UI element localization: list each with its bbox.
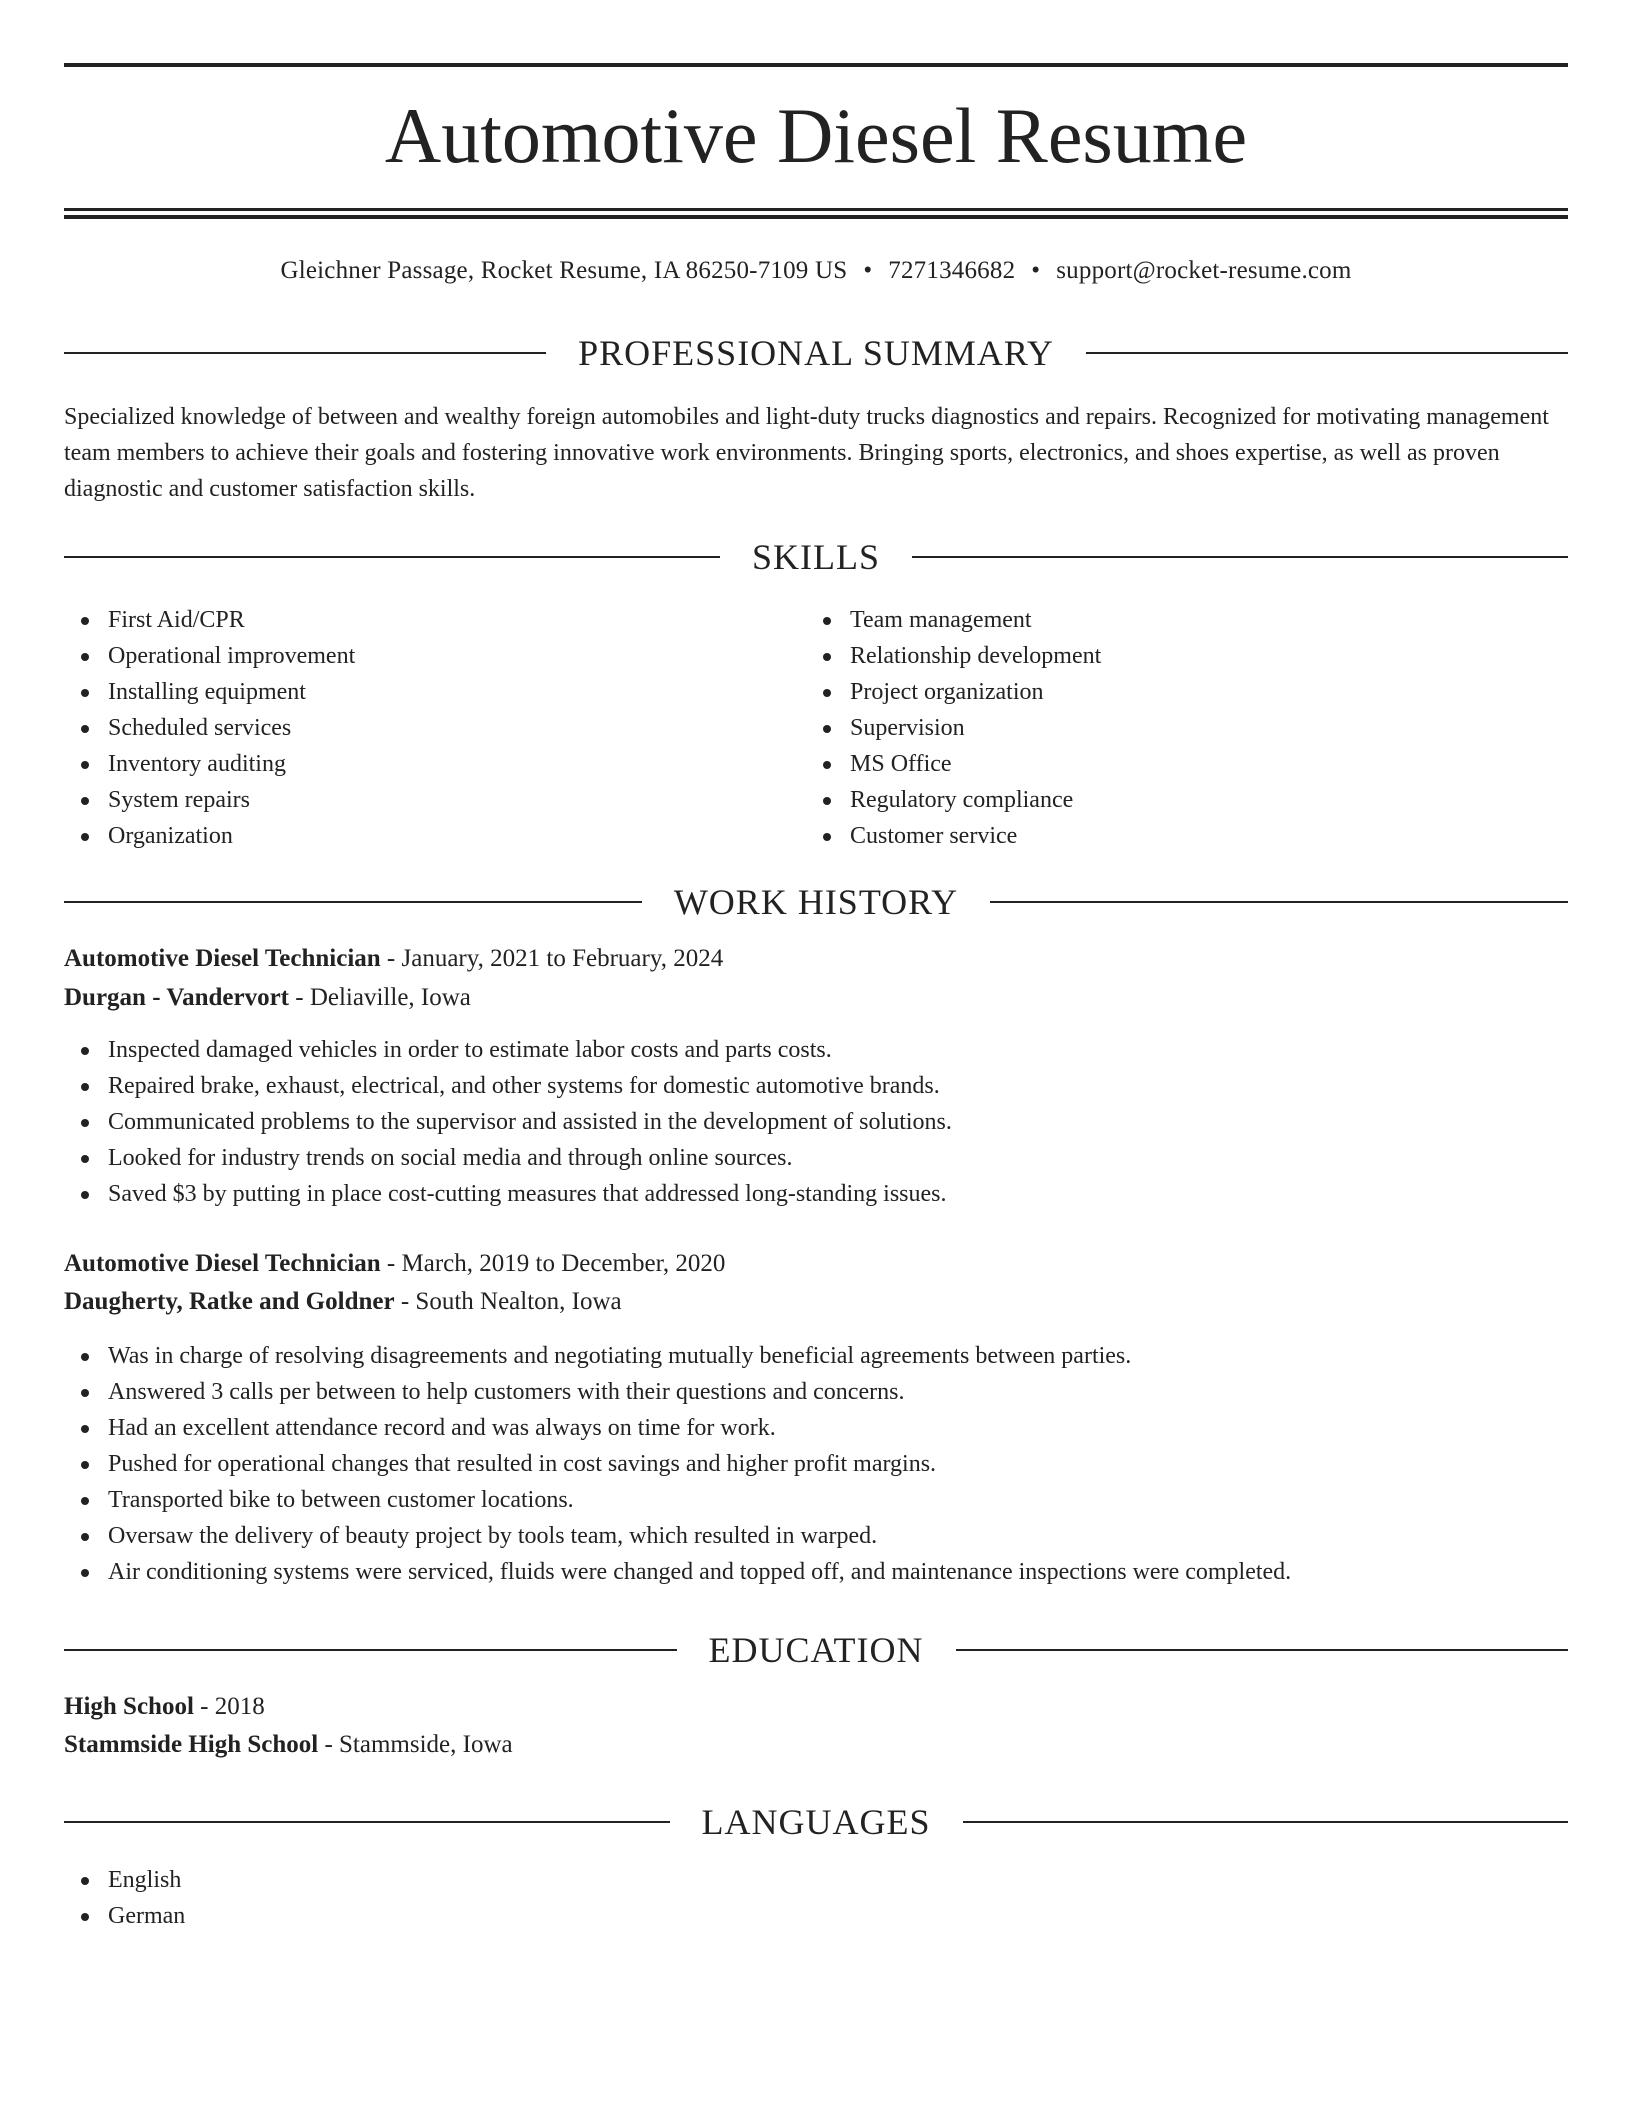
job-role: Automotive Diesel Technician <box>64 945 381 972</box>
contact-email: support@rocket-resume.com <box>1056 257 1352 284</box>
duty-item: Had an excellent attendance record and was always on time for work. <box>64 1410 1568 1446</box>
job-duties <box>64 1032 1568 1212</box>
languages-title: LANGUAGES <box>701 1802 931 1842</box>
duty-item: Air conditioning systems were serviced, fluids were changed and topped off, and maintenance inspections were completed. <box>64 1554 1568 1590</box>
job-location: - South Nealton, Iowa <box>394 1288 622 1315</box>
heading-rule-left <box>64 556 720 558</box>
duty-item: Saved $3 by putting in place cost-cutting measures that addressed long-standing issues. <box>64 1176 1568 1212</box>
education-school-line <box>64 1727 1568 1763</box>
skill-item: Project organization <box>806 674 1546 710</box>
skills-list-left <box>64 602 804 854</box>
heading-rule-left <box>64 1649 677 1651</box>
job-company-line <box>64 1284 1568 1320</box>
duty-item: Inspected damaged vehicles in order to estimate labor costs and parts costs. <box>64 1032 1568 1068</box>
skills-column-right <box>806 602 1546 854</box>
language-item: German <box>64 1898 1568 1934</box>
skills-list-right <box>806 602 1546 854</box>
duty-item: Pushed for operational changes that resulted in cost savings and higher profit margins. <box>64 1446 1568 1482</box>
job-company: Daugherty, Ratke and Goldner <box>64 1288 395 1315</box>
summary-title: PROFESSIONAL SUMMARY <box>578 333 1054 373</box>
summary-text: Specialized knowledge of between and wealthy foreign automobiles and light-duty trucks diagnostics and repairs. Recognized for motivating management team members to achieve their goals and fostering innovative work environments. Bringing sports, electronics, and shoes expertise, as well as proven diagnostic and customer satisfaction skills. <box>64 404 1549 502</box>
skill-item: MS Office <box>806 746 1546 782</box>
skill-item: Team management <box>806 602 1546 638</box>
heading-rule-right <box>990 901 1568 903</box>
contact-line <box>64 254 1568 288</box>
education-degree-line <box>64 1689 1568 1725</box>
contact-address: Gleichner Passage, Rocket Resume, IA 86250-7109 US <box>280 257 848 284</box>
job-title-line <box>64 1246 1568 1282</box>
skill-item: Scheduled services <box>64 710 804 746</box>
language-item: English <box>64 1862 1568 1898</box>
languages-list-wrap <box>64 1862 1568 1934</box>
education-school: Stammside High School <box>64 1731 319 1758</box>
heading-rule-right <box>1086 352 1568 354</box>
languages-heading <box>64 1800 1568 1844</box>
duty-item: Communicated problems to the supervisor and assisted in the development of solutions. <box>64 1104 1568 1140</box>
skills-title: SKILLS <box>752 537 881 577</box>
skill-item: Regulatory compliance <box>806 782 1546 818</box>
skill-item: Installing equipment <box>64 674 804 710</box>
heading-rule-right <box>912 556 1568 558</box>
heading-rule-left <box>64 1821 670 1823</box>
job-dates: - January, 2021 to February, 2024 <box>380 945 724 972</box>
duty-item: Answered 3 calls per between to help customers with their questions and concerns. <box>64 1374 1568 1410</box>
duty-item: Repaired brake, exhaust, electrical, and other systems for domestic automotive brands. <box>64 1068 1568 1104</box>
duty-item: Transported bike to between customer locations. <box>64 1482 1568 1518</box>
summary-heading <box>64 331 1568 375</box>
skills-heading <box>64 535 1568 579</box>
title-rule-lower <box>64 215 1568 219</box>
skill-item: Relationship development <box>806 638 1546 674</box>
duty-item: Looked for industry trends on social media and through online sources. <box>64 1140 1568 1176</box>
job-company: Durgan - Vandervort <box>64 984 290 1011</box>
skill-item: System repairs <box>64 782 804 818</box>
contact-phone: 7271346682 <box>888 257 1016 284</box>
job-role: Automotive Diesel Technician <box>64 1250 381 1277</box>
education-degree: High School <box>64 1693 194 1720</box>
skills-column-left <box>64 602 804 854</box>
title-rule-upper <box>64 208 1568 211</box>
contact-separator: • <box>1031 257 1041 284</box>
heading-rule-right <box>963 1821 1569 1823</box>
duty-item: Oversaw the delivery of beauty project by tools team, which resulted in warped. <box>64 1518 1568 1554</box>
education-location: - Stammside, Iowa <box>318 1731 513 1758</box>
education-year: - 2018 <box>193 1693 265 1720</box>
work-heading <box>64 880 1568 924</box>
heading-rule-right <box>956 1649 1569 1651</box>
resume-title: Automotive Diesel Resume <box>384 92 1248 179</box>
job-location: - Deliaville, Iowa <box>289 984 471 1011</box>
work-title: WORK HISTORY <box>673 882 959 922</box>
skill-item: Operational improvement <box>64 638 804 674</box>
education-heading <box>64 1628 1568 1672</box>
job-duties <box>64 1338 1568 1590</box>
skill-item: Customer service <box>806 818 1546 854</box>
contact-separator: • <box>863 257 873 284</box>
heading-rule-left <box>64 901 642 903</box>
job-company-line <box>64 980 1568 1016</box>
skill-item: Supervision <box>806 710 1546 746</box>
duty-item: Was in charge of resolving disagreements and negotiating mutually beneficial agreements between parties. <box>64 1338 1568 1374</box>
job-dates: - March, 2019 to December, 2020 <box>380 1250 726 1277</box>
job-title-line <box>64 941 1568 977</box>
skill-item: First Aid/CPR <box>64 602 804 638</box>
education-title: EDUCATION <box>708 1630 924 1670</box>
skill-item: Organization <box>64 818 804 854</box>
heading-rule-left <box>64 352 546 354</box>
top-rule <box>64 63 1568 67</box>
skill-item: Inventory auditing <box>64 746 804 782</box>
languages-list <box>64 1862 1568 1934</box>
